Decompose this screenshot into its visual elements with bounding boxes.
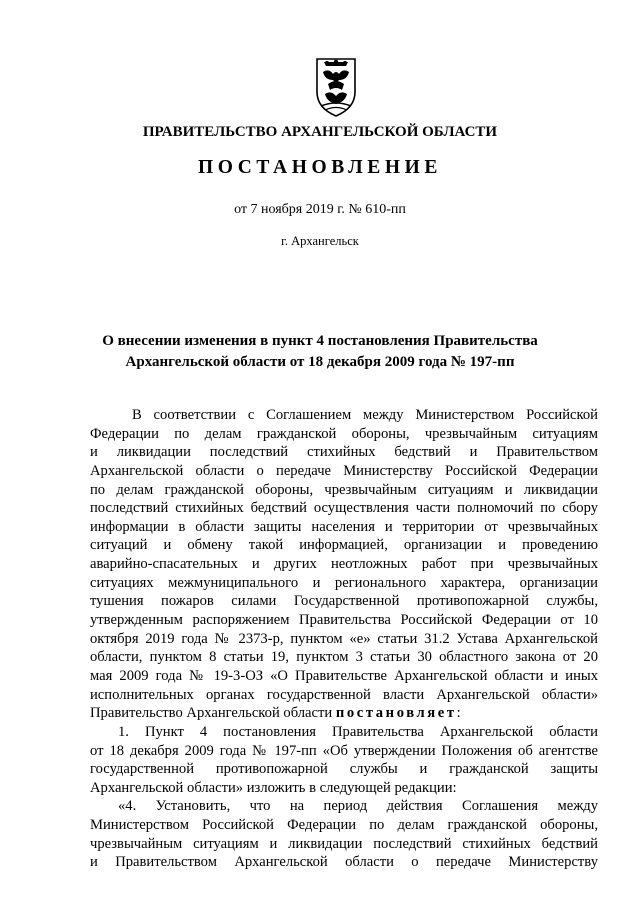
body-line: мая 2009 года № 19-3-ОЗ «О Правительстве Архангельской области и иных: [90, 667, 598, 684]
body-line: государственной противопожарной службы и гражданской защиты: [90, 761, 598, 778]
body-line: октября 2019 года № 2373-р, пунктом «е» статьи 31.2 Устава Архангельской: [90, 630, 598, 647]
resolves-keyword: постановляет: [335, 705, 457, 722]
body-line: информации в области защиты населения и территории от чрезвычайных: [90, 518, 598, 535]
body-line: Федерации по делам гражданской обороны, чрезвычайным ситуациям: [90, 425, 598, 442]
body-line: и Правительством Архангельской области о передаче Министерству: [90, 854, 598, 871]
coat-of-arms-icon: [311, 56, 361, 119]
subject-line: О внесении изменения в пункт 4 постановления Правительства: [102, 333, 538, 349]
document-date-number: от 7 ноября 2019 г. № 610-пп: [234, 202, 406, 217]
body-line: Архангельской области о передаче Министерству Российской Федерации: [90, 462, 598, 479]
body-line: области, пунктом 8 статьи 19, пунктом 3 статьи 30 областного закона от 20: [90, 649, 598, 666]
organization-title: ПРАВИТЕЛЬСТВО АРХАНГЕЛЬСКОЙ ОБЛАСТИ: [142, 124, 498, 140]
document-city: г. Архангельск: [281, 234, 359, 248]
body-line: 1. Пункт 4 постановления Правительства Архангельской области: [118, 723, 598, 740]
body-line: утвержденным распоряжением Правительства Российской Федерации от 10: [90, 612, 598, 629]
body-line-prefix: Правительство Архангельской области: [90, 705, 333, 722]
body-line: последствий стихийных бедствий осуществления части полномочий по сбору: [90, 500, 598, 517]
body-line: В соответствии с Соглашением между Министерством Российской: [132, 407, 598, 423]
body-line: ситуациях межмуниципального и регионального характера, организации: [90, 574, 598, 591]
body-line: от 18 декабря 2009 года № 197-пп «Об утверждении Положения об агентстве: [90, 742, 598, 759]
body-line: тушения пожаров силами Государственной противопожарной службы,: [90, 593, 598, 610]
body-line: «4. Установить, что на период действия Соглашения между: [118, 798, 598, 815]
document-type-title: ПОСТАНОВЛЕНИЕ: [197, 157, 443, 178]
body-line: аварийно-спасательных и других неотложных работ при чрезвычайных: [90, 556, 598, 573]
body-line: по делам гражданской обороны, чрезвычайным ситуациям и ликвидации: [90, 481, 598, 498]
body-line: Архангельской области» изложить в следующей редакции:: [90, 779, 457, 796]
body-line: ситуаций и обмену такой информацией, организации и проведению: [90, 537, 598, 554]
subject-line: Архангельской области от 18 декабря 2009 года № 197-пп: [125, 354, 515, 370]
body-line-resolves: [90, 704, 598, 723]
body-line: и ликвидации последствий стихийных бедствий и Правительством: [90, 444, 598, 461]
document-body: [90, 406, 598, 872]
resolves-colon: :: [456, 705, 461, 722]
body-line: чрезвычайным ситуациям и ликвидации последствий стихийных бедствий: [90, 835, 598, 852]
body-line: исполнительных органах государственной власти Архангельской области»: [90, 686, 598, 703]
body-line: Министерством Российской Федерации по делам гражданской обороны,: [90, 817, 598, 834]
document-subject: [60, 331, 580, 373]
